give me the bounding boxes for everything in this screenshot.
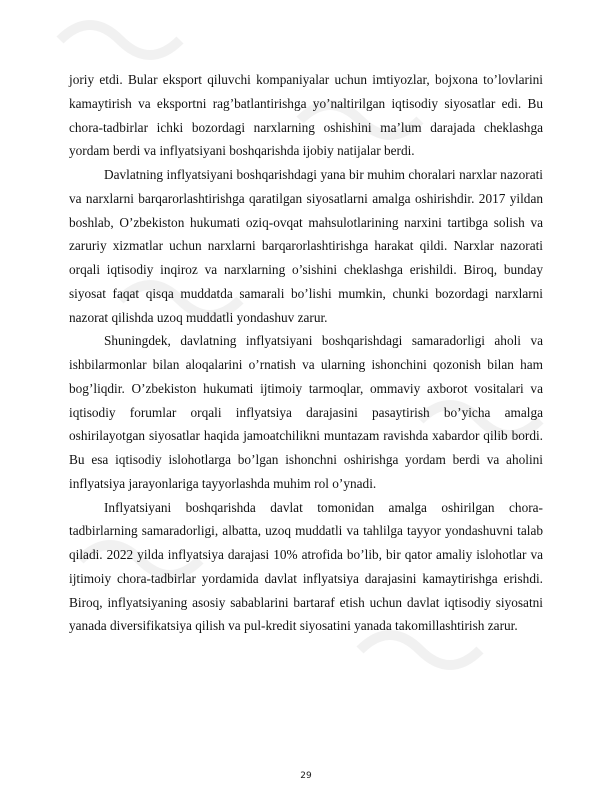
- paragraph-3: Shuningdek, davlatning inflyatsiyani boshqarishdagi samaradorligi aholi va ishbilarmonlar bilan aloqalarini o’rnatish va ularning ishonchini qozonish bilan ham bog’liqdir. O’zbekiston hukumati ijtimoiy tarmoqlar, ommaviy axborot vositalari va iqtisodiy forumlar orqali inflyatsiya darajasini pasaytirish bo’yicha amalga oshirilayotgan siyosatlar haqida jamoatchilikni muntazam ravishda xabardor qilib bordi. Bu esa iqtisodiy islohotlarga bo’lgan ishonchni oshirishga yordam berdi va aholini inflyatsiya jarayonlariga tayyorlashda muhim rol o’ynadi.: [69, 333, 543, 491]
- body-text: [69, 68, 543, 638]
- paragraph-2: Davlatning inflyatsiyani boshqarishdagi yana bir muhim choralari narxlar nazorati va narxlarni barqarorlashtirishga qaratilgan siyosatlarni amalga oshirishdir. 2017 yildan boshlab, O’zbekiston hukumati oziq-ovqat mahsulotlarining narxini tartibga solish va zaruriy xizmatlar uchun narxlarni barqarorlashtirishga harakat qildi. Narxlar nazorati orqali iqtisodiy inqiroz va narxlarning o’sishini cheklashga erishildi. Biroq, bunday siyosat faqat qisqa muddatda samarali bo’lishi mumkin, chunki bozordagi narxlarni nazorat qilishda uzoq muddatli yondashuv zarur.: [69, 167, 543, 325]
- page-number: 29: [300, 771, 312, 781]
- paragraph-1: joriy etdi. Bular eksport qiluvchi kompaniyalar uchun imtiyozlar, bojxona to’lovlarini kamaytirish va eksportni rag’batlantirishga yo’naltirilgan iqtisodiy siyosatlar edi. Bu chora-tadbirlar ichki bozordagi narxlarning oshishini ma’lum darajada cheklashga yordam berdi va inflyatsiyani boshqarishda ijobiy natijalar berdi.: [69, 72, 543, 159]
- paragraph-4: Inflyatsiyani boshqarishda davlat tomonidan amalga oshirilgan chora-tadbirlarning samaradorligi, albatta, uzoq muddatli va tahlilga tayyor yondashuvni talab qiladi. 2022 yilda inflyatsiya darajasi 10% atrofida bo’lib, bir qator amaliy islohotlar va ijtimoiy chora-tadbirlar yordamida davlat inflyatsiya darajasini kamaytirishga erishdi. Biroq, inflyatsiyaning asosiy sabablarini bartaraf etish uchun davlat iqtisodiy siyosatni yanada diversifikatsiya qilish va pul-kredit siyosatini yanada takomillashtirish zarur.: [69, 499, 543, 634]
